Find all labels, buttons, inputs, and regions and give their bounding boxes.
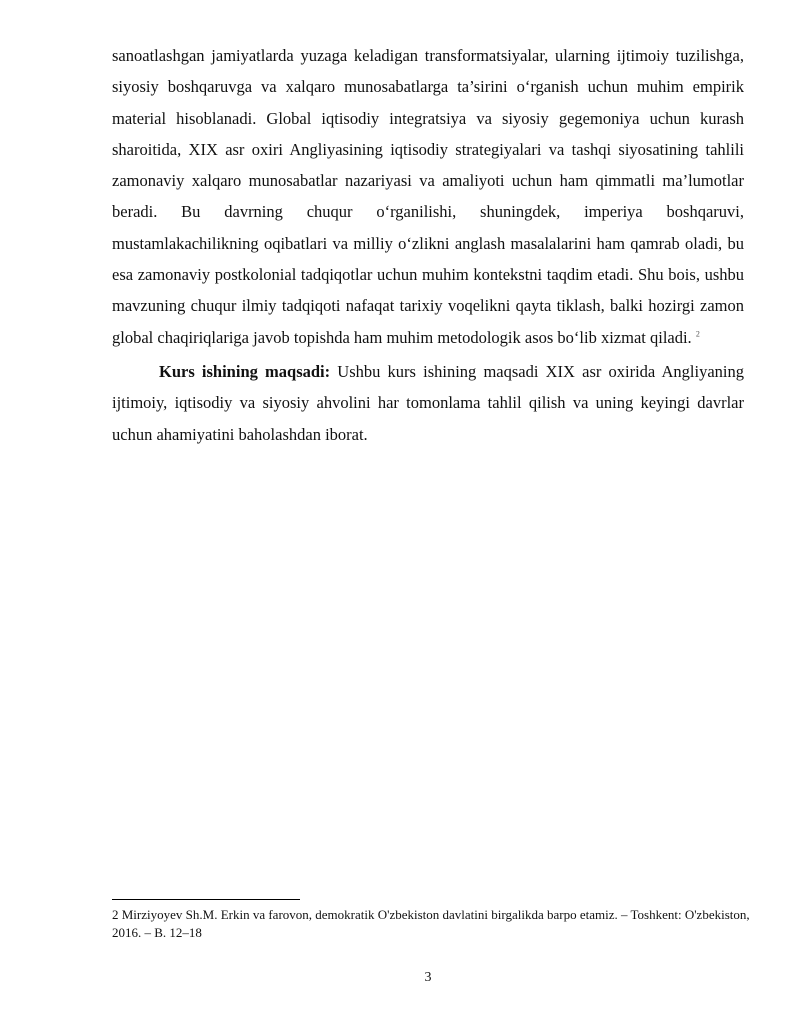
aim-paragraph xyxy=(112,356,744,450)
aim-paragraph-text: Ushbu kurs ishining maqsadi XIX asr oxirida Angliyaning ijtimoiy, iqtisodiy va siyosiy ahvolini har tomonlama tahlil qilish va uning keyingi davrlar uchun ahamiyatini baholashdan iborat. xyxy=(112,361,744,444)
footnote-separator xyxy=(112,899,300,900)
footnote-text: 2 Mirziyoyev Sh.M. Erkin va farovon, demokratik O'zbekiston davlatini birgalikda barpo etamiz. – Toshkent: O'zbekiston, 2016. – B. 12–18 xyxy=(112,907,750,940)
aim-heading: Kurs ishining maqsadi: xyxy=(159,361,331,381)
footnote-reference[interactable]: 2 xyxy=(695,329,700,339)
main-text xyxy=(112,40,744,450)
intro-paragraph xyxy=(112,40,744,353)
page-number: 3 xyxy=(424,970,432,985)
intro-paragraph-text: sanoatlashgan jamiyatlarda yuzaga keladigan transformatsiyalar, ularning ijtimoiy tuzilishga, siyosiy boshqaruvga va xalqaro munosabatlarga ta’sirini o‘rganish uchun muhim empirik material hisoblanadi. Global iqtisodiy integratsiya va siyosiy gegemoniya uchun kurash sharoitida, XIX asr oxiri Angliyasining iqtisodiy strategiyalari va tashqi siyosatining tahlili zamonaviy xalqaro munosabatlar nazariyasi va amaliyoti uchun ham qimmatli ma’lumotlar beradi. Bu davrning chuqur o‘rganilishi, shuningdek, imperiya boshqaruvi, mustamlakachilikning oqibatlari va milliy o‘zlikni anglash masalalarini ham qamrab oladi, bu esa zamonaviy postkolonial tadqiqotlar uchun muhim kontekstni taqdim etadi. Shu bois, ushbu mavzuning chuqur ilmiy tadqiqoti nafaqat tarixiy voqelikni qayta tiklash, balki hozirgi zamon global chaqiriqlariga javob topishda ham muhim metodologik asos bo‘lib xizmat qiladi. xyxy=(112,46,744,347)
